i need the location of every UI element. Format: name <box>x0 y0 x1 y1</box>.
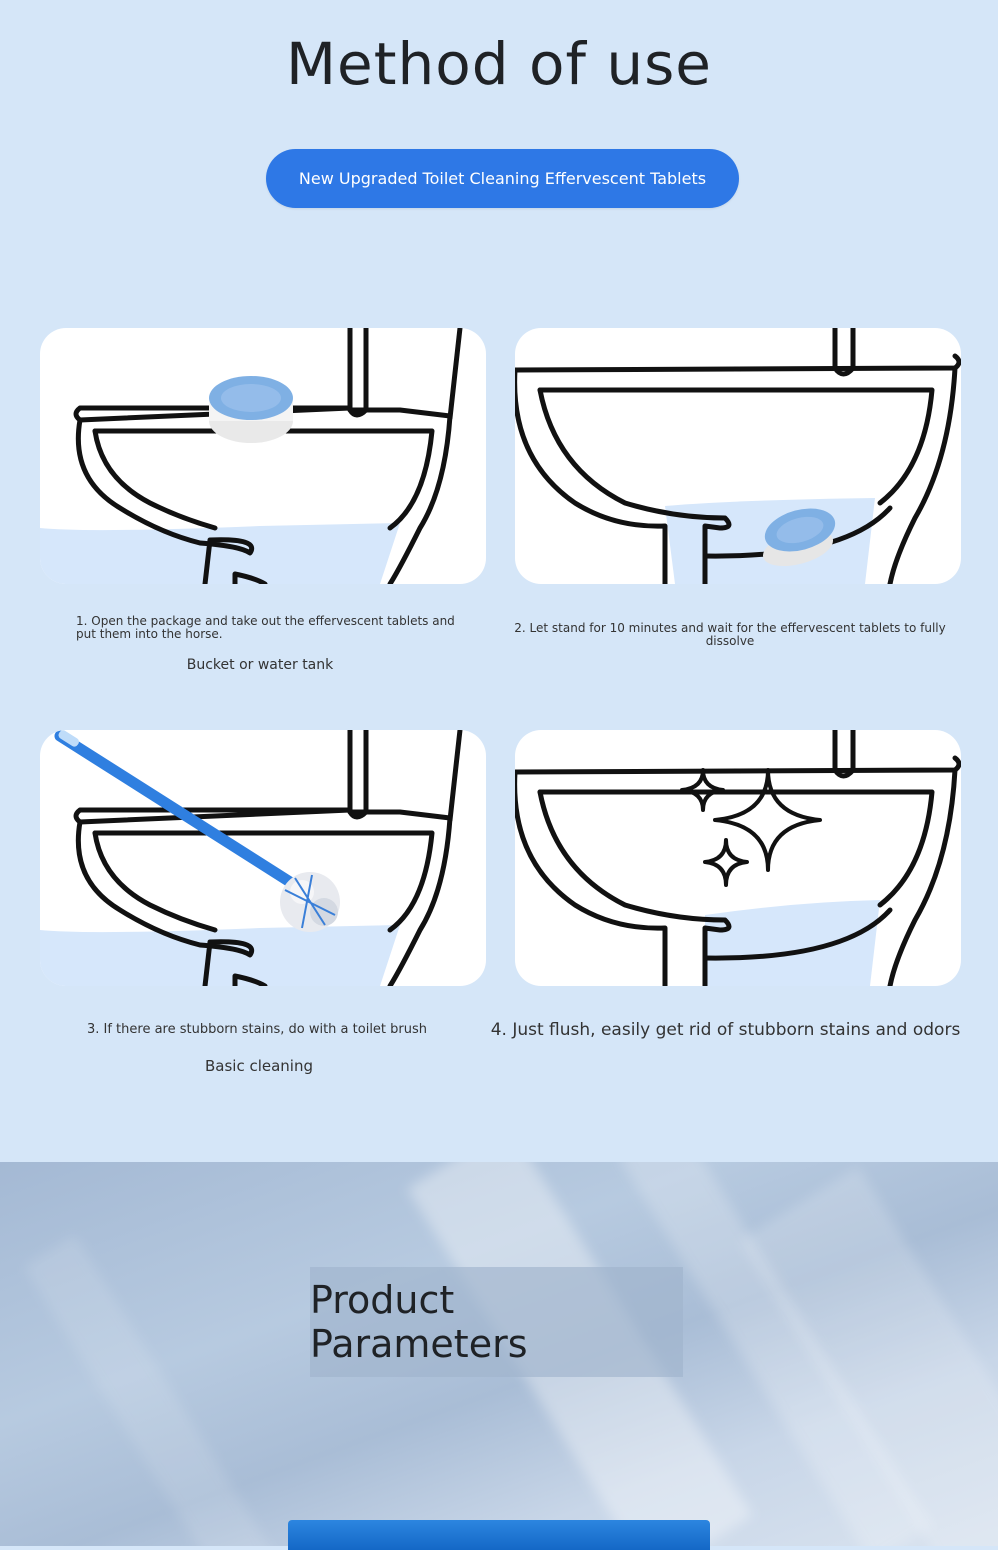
step-4-illustration <box>515 730 961 986</box>
sparkle-icon <box>682 770 820 885</box>
parameters-title: Product Parameters <box>310 1267 683 1377</box>
step-3-illustration <box>40 730 486 986</box>
step-3-subcaption: Basic cleaning <box>204 1057 314 1075</box>
step-4-caption: 4. Just flush, easily get rid of stubborn stains and odors <box>490 1020 961 1040</box>
step-2-caption: 2. Let stand for 10 minutes and wait for the effervescent tablets to fully dissolve <box>514 621 946 648</box>
step-1-subcaption: Bucket or water tank <box>186 657 334 673</box>
product-badge: New Upgraded Toilet Cleaning Effervescent Tablets <box>266 149 739 208</box>
tablet-icon <box>209 376 293 443</box>
step-1-caption: 1. Open the package and take out the effervescent tablets and put them into the horse. <box>76 614 455 641</box>
step-1-illustration <box>40 328 486 584</box>
step-3-caption: 3. If there are stubborn stains, do with a toilet brush <box>86 1022 428 1037</box>
page-title: Method of use <box>286 30 712 98</box>
step-2-illustration <box>515 328 961 584</box>
